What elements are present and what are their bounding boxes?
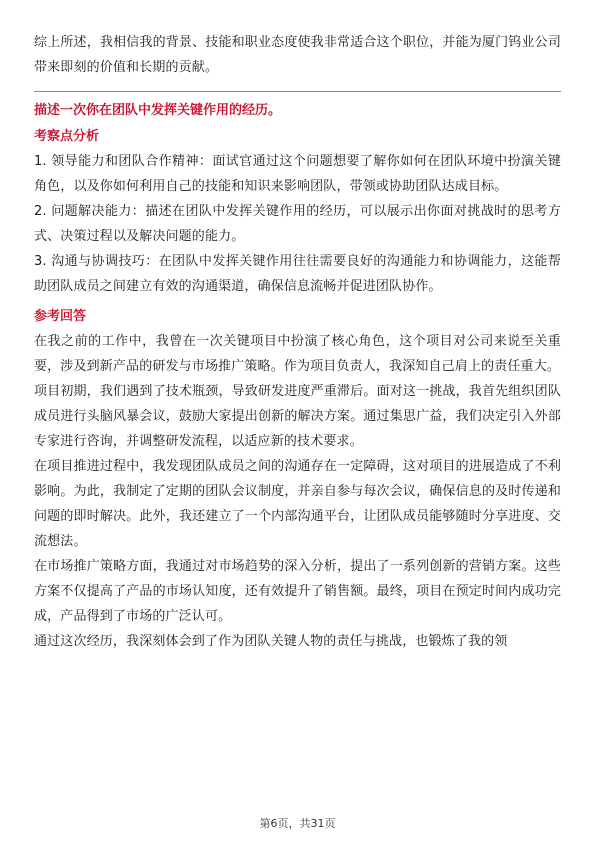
- page-content: [34, 30, 561, 654]
- question-title: 描述一次你在团队中发挥关键作用的经历。: [34, 103, 282, 118]
- section-divider: [34, 91, 561, 92]
- answer-paragraph: 在项目推进过程中，我发现团队成员之间的沟通存在一定障碍，这对项目的进展造成了不利影响。为此，我制定了定期的团队会议制度，并亲自参与每次会议，确保信息的及时传递和问题的即时解决。此外，我还建立了一个内部沟通平台，让团队成员能够随时分享进度、交流想法。: [34, 459, 561, 549]
- answer-heading: 参考回答: [34, 309, 87, 324]
- analysis-point: 3. 沟通与协调技巧：在团队中发挥关键作用往往需要良好的沟通能力和协调能力，这能帮助团队成员之间建立有效的沟通渠道，确保信息流畅并促进团队协作。: [34, 254, 561, 294]
- intro-paragraph: 综上所述，我相信我的背景、技能和职业态度使我非常适合这个职位，并能为厦门钨业公司带来即刻的价值和长期的贡献。: [34, 35, 561, 75]
- answer-paragraph: 在市场推广策略方面，我通过对市场趋势的深入分析，提出了一系列创新的营销方案。这些方案不仅提高了产品的市场认知度，还有效提升了销售额。最终，项目在预定时间内成功完成，产品得到了市场的广泛认可。: [34, 559, 561, 624]
- analysis-heading: 考察点分析: [34, 129, 100, 144]
- analysis-point: 2. 问题解决能力：描述在团队中发挥关键作用的经历，可以展示出你面对挑战时的思考方式、决策过程以及解决问题的能力。: [34, 204, 561, 244]
- answer-paragraph: 项目初期，我们遇到了技术瓶颈，导致研发进度严重滞后。面对这一挑战，我首先组织团队成员进行头脑风暴会议，鼓励大家提出创新的解决方案。通过集思广益，我们决定引入外部专家进行咨询，并调整研发流程，以适应新的技术要求。: [34, 384, 561, 449]
- analysis-point: 1. 领导能力和团队合作精神：面试官通过这个问题想要了解你如何在团队环境中扮演关键角色，以及你如何利用自己的技能和知识来影响团队，带领或协助团队达成目标。: [34, 154, 561, 194]
- answer-paragraph: 在我之前的工作中，我曾在一次关键项目中扮演了核心角色，这个项目对公司来说至关重要，涉及到新产品的研发与市场推广策略。作为项目负责人，我深知自己肩上的责任重大。: [34, 334, 561, 374]
- page-number: 第6页，共31页: [259, 817, 336, 830]
- answer-paragraph: 通过这次经历，我深刻体会到了作为团队关键人物的责任与挑战，也锻炼了我的领: [34, 634, 508, 649]
